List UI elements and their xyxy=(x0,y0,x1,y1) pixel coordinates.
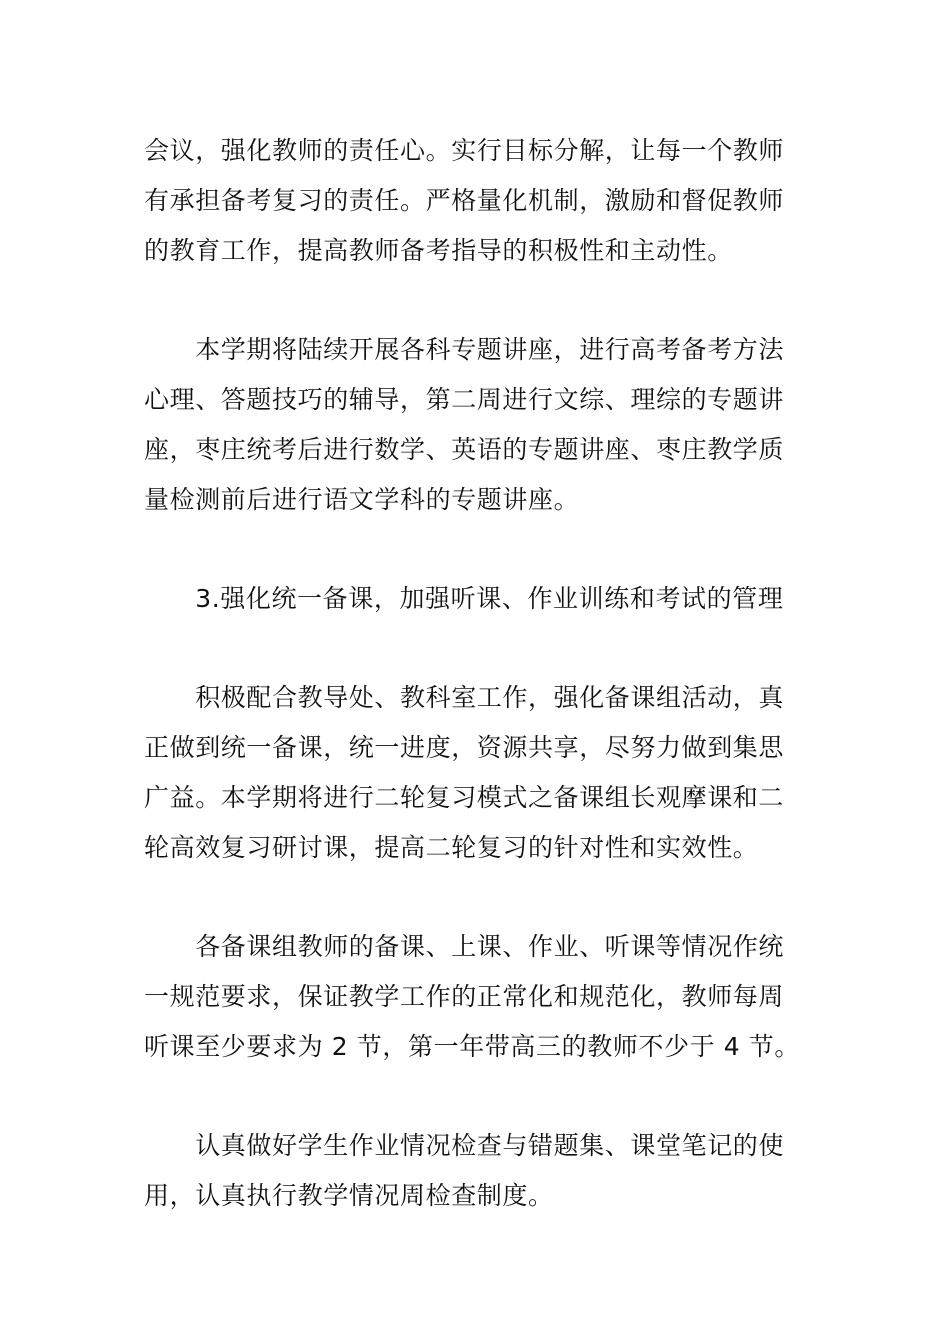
text-line: 量检测前后进行语文学科的专题讲座。 xyxy=(144,485,580,514)
paragraph-lesson-prep xyxy=(144,673,806,873)
text-line: 一规范要求，保证教学工作的正常化和规范化，教师每周 xyxy=(144,982,785,1011)
text-line: 轮高效复习研讨课，提高二轮复习的针对性和实效性。 xyxy=(144,833,759,862)
paragraph-requirements xyxy=(144,922,806,1072)
text-line: 有承担备考复习的责任。严格量化机制，激励和督促教师 xyxy=(144,186,785,215)
text-line: 用，认真执行教学情况周检查制度。 xyxy=(144,1181,554,1210)
text-line: 积极配合教导处、教科室工作，强化备课组活动，真 xyxy=(144,683,785,712)
text-line: 听课至少要求为 2 节，第一年带高三的教师不少于 4 节。 xyxy=(144,1032,801,1061)
text-line: 各备课组教师的备课、上课、作业、听课等情况作统 xyxy=(144,932,785,961)
text-line: 座，枣庄统考后进行数学、英语的专题讲座、枣庄教学质 xyxy=(144,435,785,464)
text-line: 认真做好学生作业情况检查与错题集、课堂笔记的使 xyxy=(144,1131,785,1160)
paragraph-homework-check xyxy=(144,1121,806,1221)
text-line: 本学期将陆续开展各科专题讲座，进行高考备考方法 xyxy=(144,335,785,364)
text-line: 广益。本学期将进行二轮复习模式之备课组长观摩课和二 xyxy=(144,783,785,812)
text-line: 会议，强化教师的责任心。实行目标分解，让每一个教师 xyxy=(144,136,785,165)
section-heading xyxy=(144,574,806,624)
heading-line: 3.强化统一备课，加强听课、作业训练和考试的管理 xyxy=(144,584,784,613)
paragraph-responsibility xyxy=(144,126,806,276)
text-line: 正做到统一备课，统一进度，资源共享，尽努力做到集思 xyxy=(144,733,785,762)
text-line: 心理、答题技巧的辅导，第二周进行文综、理综的专题讲 xyxy=(144,385,785,414)
text-line: 的教育工作，提高教师备考指导的积极性和主动性。 xyxy=(144,236,733,265)
paragraph-lectures xyxy=(144,325,806,525)
